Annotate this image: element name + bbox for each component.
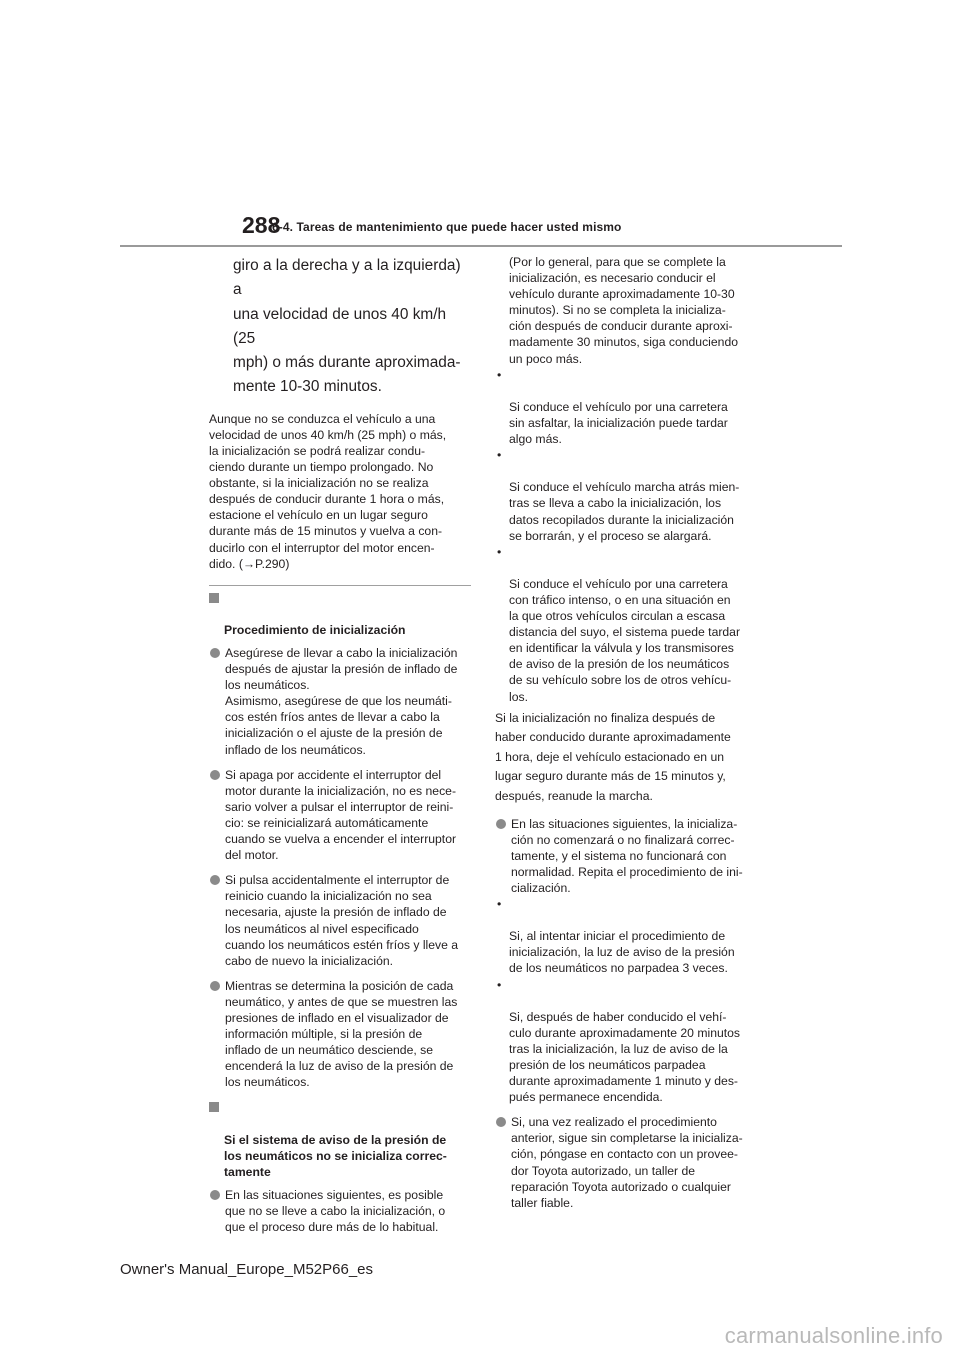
lead-paragraph: giro a la derecha y a la izquierda) a una velocidad de unos 40 km/h (25 mph) o más durante aproximada- mente 10-30 minutos. [233,257,461,396]
sub-item [495,447,757,544]
bullet-text: Si pulsa accidentalmente el interruptor de reinicio cuando la inicialización no sea necesaria, ajuste la presión de inflado de los neumáticos al nivel especificado cuando los neumáticos estén fríos y lleve a cabo de nuevo la inicialización. [225,873,459,968]
bullet-text: En las situaciones siguientes, la inicializa- ción no comenzará o no finalizará correc- tamente, y el sistema no funcionará con normalidad. Repita el procedimiento de ini- cialización. [511,816,743,895]
heading-text: Procedimiento de inicialización [224,622,406,637]
section-divider [209,585,471,586]
header-divider [120,245,842,247]
bullet-item [209,645,471,758]
bullet-item [495,816,757,896]
right-column [495,254,757,1220]
section-heading [209,590,471,638]
sub-item-text: Si, después de haber conducido el vehí- culo durante aproximadamente 20 minutos tras la inicialización, la luz de aviso de la presión de los neumáticos parpadea durante aproximadamente 1 minuto y des- pués permanece encendida. [509,1009,741,1105]
sub-item [495,367,757,447]
bullet-item [495,1114,757,1211]
page-number: 288 [242,212,281,238]
section-heading [209,1099,471,1179]
bullet-text: Si, una vez realizado el procedimiento anterior, sigue sin completarse la inicializa- ción, póngase en contacto con un provee- dor Toyota autorizado, un taller de reparación Toyota autorizado o cualquier taller fiable. [511,1115,743,1210]
round-bullet-icon [210,648,220,658]
sub-bullet-icon: • [497,544,502,559]
round-bullet-icon [210,875,220,885]
sub-item [495,977,757,1106]
section-title: 6-4. Tareas de mantenimiento que puede hacer usted mismo [272,220,622,234]
square-bullet-icon [209,1102,219,1112]
bullet-item [209,767,471,864]
sub-bullet-icon: • [497,897,502,912]
sub-bullet-icon: • [497,977,502,992]
bullet-text: En las situaciones siguientes, es posible que no se lleve a cabo la inicialización, o que el proceso dure más de lo habitual. [225,1187,446,1235]
bullet-text: Asegúrese de llevar a cabo la inicialización después de ajustar la presión de inflado de los neumáticos. Asimismo, asegúrese de que los neumáti- cos estén fríos antes de llevar a cabo la inicialización o el ajuste de la presión de inflado de los neumáticos. [225,646,458,757]
sub-item-text: Si conduce el vehículo por una carretera sin asfaltar, la inicialización puede tardar algo más. [509,399,728,447]
sub-bullet-icon: • [497,448,502,463]
watermark: carmanualsonline.info [724,1323,943,1348]
bullet-item [209,978,471,1091]
bullet-text: Si apaga por accidente el interruptor del motor durante la inicialización, no es nece- sario volver a pulsar el interruptor de reini- cio: se reinicializará automáticamente cuando se vuelva a encender el interruptor del motor. [225,767,457,863]
bullet-item [209,872,471,969]
sub-item [495,896,757,976]
body-paragraph: Aunque no se conduzca el vehículo a una velocidad de unos 40 km/h (25 mph) o más, la inicialización se podrá realizar condu- ciendo durante un tiempo prolongado. No obstante, si la inicialización no se realiza después de conducir durante 1 hora o más, estacione el vehículo en un lugar seguro durante más de 15 minutos y vuelva a con- ducirlo con el interruptor del motor encen- dido. (→P.290) [209,411,447,571]
body-paragraph: Si la inicialización no finaliza después de haber conducido durante aproximadamente 1 hora, deje el vehículo estacionado en un lugar seguro durante más de 15 minutos y, después, reanude la marcha. [495,710,731,803]
footer-text: Owner's Manual_Europe_M52P66_es [120,1261,374,1278]
bullet-text: Mientras se determina la posición de cada neumático, y antes de que se muestren las presiones de inflado en el visualizador de información múltiple, si la presión de inflado de un neumático desciende, se encenderá la luz de aviso de la presión de los neumáticos. [225,978,458,1090]
sub-bullet-icon: • [497,367,502,382]
continuation-paragraph: (Por lo general, para que se complete la inicialización, es necesario conducir el vehículo durante aproximadamente 10-30 minutos). Si no se completa la inicializa- ción después de conducir durante aproxi- madamente 30 minutos, siga conduciendo un poco más. [509,255,738,366]
left-column [209,254,471,1244]
square-bullet-icon [209,593,219,603]
bullet-item [209,1187,471,1235]
round-bullet-icon [210,1190,220,1200]
round-bullet-icon [496,819,506,829]
round-bullet-icon [210,770,220,780]
round-bullet-icon [210,981,220,991]
round-bullet-icon [496,1117,506,1127]
sub-item-text: Si conduce el vehículo por una carretera con tráfico intenso, o en una situación en la que otros vehículos circulan a escasa distancia del suyo, el sistema puede tardar en identificar la válvula y los transmisores de aviso de la presión de los neumáticos de su vehículo sobre los de otros vehícu- los. [509,576,741,704]
sub-item-text: Si, al intentar iniciar el procedimiento de inicialización, la luz de aviso de la presión de los neumáticos no parpadea 3 veces. [509,929,735,976]
sub-item [495,544,757,705]
sub-item-text: Si conduce el vehículo marcha atrás mien- tras se lleva a cabo la inicialización, los datos recopilados durante la inicialización se borrarán, y el proceso se alargará. [509,480,740,543]
heading-text: Si el sistema de aviso de la presión de los neumáticos no se inicializa correc- tamente [224,1132,447,1179]
